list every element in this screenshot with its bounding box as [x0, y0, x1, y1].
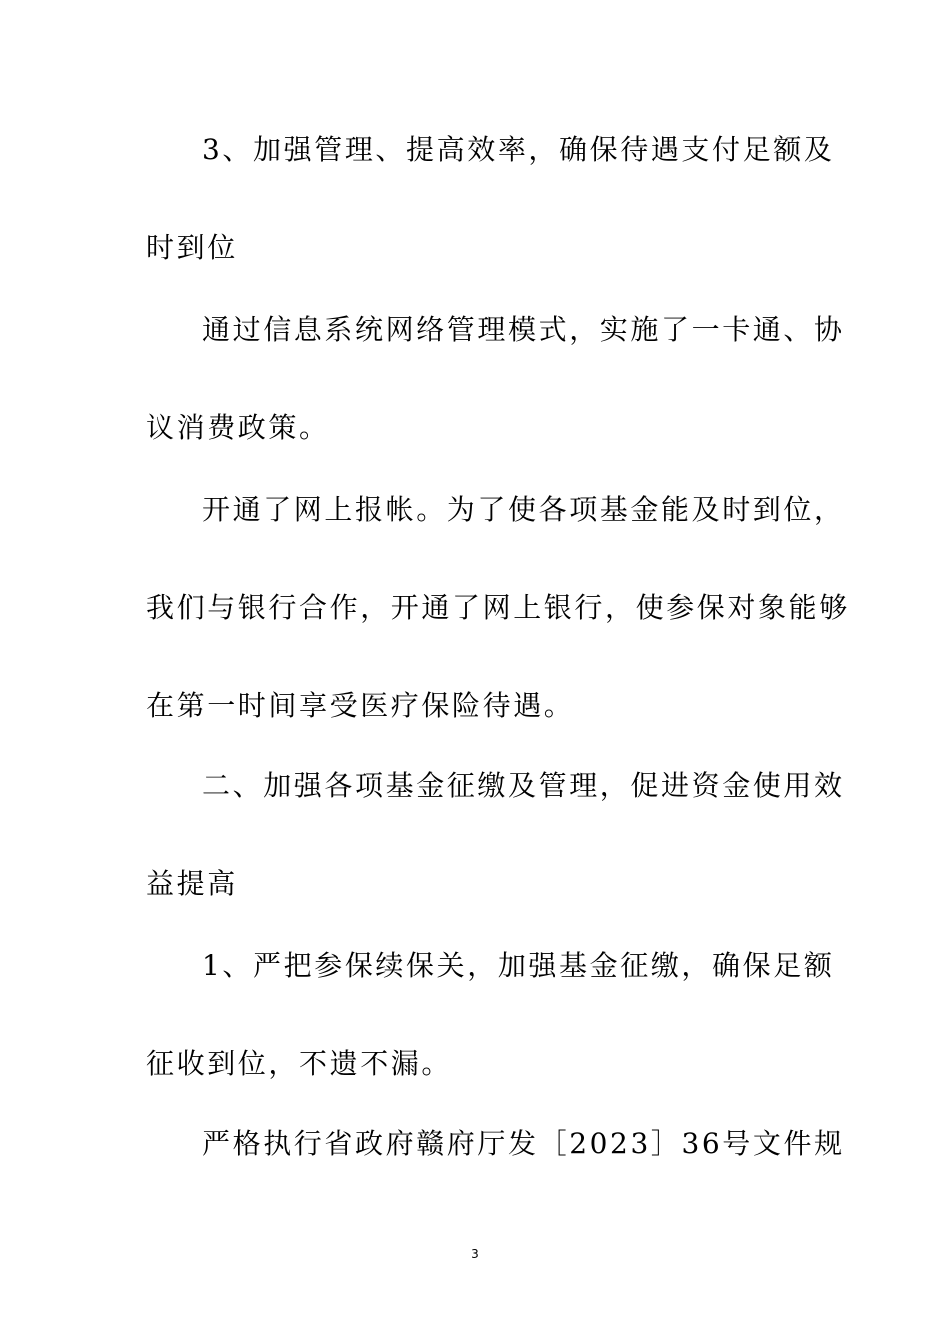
- text-line: 3、加强管理、提高效率，确保待遇支付足额及: [202, 133, 835, 166]
- text-line: 议消费政策。: [146, 411, 330, 444]
- text-line: 二、加强各项基金征缴及管理，促进资金使用效: [202, 769, 845, 802]
- text-line: 1、严把参保续保关，加强基金征缴，确保足额: [202, 949, 835, 982]
- text-line: 开通了网上报帐。为了使各项基金能及时到位，: [202, 493, 845, 526]
- page-number: 3: [471, 1247, 479, 1261]
- text-line: 时到位: [146, 231, 238, 264]
- text-line: 征收到位，不遗不漏。: [146, 1047, 453, 1080]
- text-line: 通过信息系统网络管理模式，实施了一卡通、协: [202, 313, 845, 346]
- text-line: 严格执行省政府赣府厅发［2023］36号文件规: [202, 1127, 845, 1160]
- text-line: 我们与银行合作，开通了网上银行，使参保对象能够: [146, 591, 850, 624]
- text-line: 在第一时间享受医疗保险待遇。: [146, 689, 575, 722]
- text-line: 益提高: [146, 867, 238, 900]
